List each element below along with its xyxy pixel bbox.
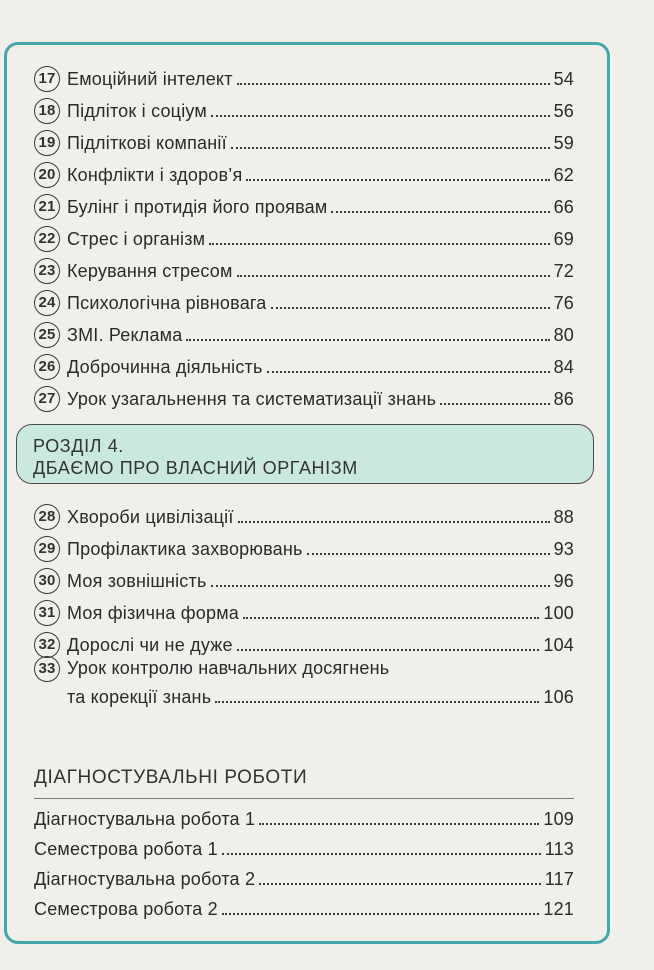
lesson-number-badge: 24 [34,290,60,316]
page-number: 121 [543,899,574,919]
lesson-number-badge: 20 [34,162,60,188]
diagnostic-list [34,800,574,920]
page-number: 66 [553,197,574,217]
toc-item[interactable] [34,624,574,656]
dot-leader [307,552,550,555]
page-number: 86 [553,389,574,409]
section-title: ДБАЄМО ПРО ВЛАСНИЙ ОРГАНІЗМ [33,458,358,478]
diagnostic-item[interactable] [34,830,574,860]
toc-item[interactable] [34,528,574,560]
section-header-box [16,424,594,484]
dot-leader [209,242,549,245]
dot-leader [259,882,541,885]
lesson-title: ЗМІ. Реклама [67,325,183,345]
lesson-title: Хвороби цивілізації [67,507,234,527]
toc-item[interactable] [34,282,574,314]
lesson-title: Доброчинна діяльність [67,357,263,377]
page-number: 104 [543,635,574,655]
lesson-number-badge: 17 [34,66,60,92]
page-number: 84 [553,357,574,377]
dot-leader [215,700,539,703]
lesson-number-badge: 32 [34,632,60,658]
diagnostic-item[interactable] [34,800,574,830]
diagnostic-item[interactable] [34,860,574,890]
page-number: 76 [553,293,574,313]
dot-leader [211,584,550,587]
dot-leader [237,648,540,651]
dot-leader [238,520,550,523]
work-title: Семестрова робота 1 [34,839,218,859]
page-number: 59 [553,133,574,153]
page-number: 100 [543,603,574,623]
dot-leader [331,210,549,213]
page-number: 62 [553,165,574,185]
lesson-title: Булінг і протидія його проявам [67,197,328,217]
lesson-number-badge: 27 [34,386,60,412]
dot-leader [222,912,540,915]
section-label: РОЗДІЛ 4. [33,436,124,456]
lesson-number-badge: 21 [34,194,60,220]
dot-leader [246,178,549,181]
lesson-number-badge: 25 [34,322,60,348]
lesson-title: Психологічна рівновага [67,293,267,313]
page-number: 106 [543,687,574,707]
dot-leader [211,114,550,117]
toc-item[interactable] [34,186,574,218]
lesson-title: Моя фізична форма [67,603,240,623]
toc-item[interactable] [34,90,574,122]
lesson-title: Конфлікти і здоров’я [67,165,243,185]
divider [34,798,574,799]
lesson-number-badge: 29 [34,536,60,562]
toc-item[interactable] [34,592,574,624]
lesson-number-badge: 30 [34,568,60,594]
lesson-number-badge: 22 [34,226,60,252]
toc-item[interactable] [34,122,574,154]
page-number: 69 [553,229,574,249]
work-title: Діагностувальна робота 2 [34,869,256,889]
dot-leader [186,338,549,341]
page-number: 117 [544,869,574,889]
toc-block-1 [34,58,574,410]
toc-item[interactable] [34,656,574,710]
page-number: 88 [553,507,574,527]
lesson-number-badge: 19 [34,130,60,156]
page-number: 93 [553,539,574,559]
page-number: 72 [553,261,574,281]
dot-leader [222,852,541,855]
lesson-number-badge: 26 [34,354,60,380]
lesson-number-badge: 28 [34,504,60,530]
toc-item[interactable] [34,154,574,186]
dot-leader [237,82,550,85]
page-number: 96 [553,571,574,591]
lesson-title: Стрес і організм [67,229,206,249]
dot-leader [259,822,539,825]
page-number: 56 [553,101,574,121]
lesson-title: Емоційний інтелект [67,69,233,89]
toc-item[interactable] [34,218,574,250]
lesson-title: Керування стресом [67,261,233,281]
dot-leader [440,402,549,405]
lesson-title: Підліткові компанії [67,133,227,153]
page-number: 109 [543,809,574,829]
work-title: Діагностувальна робота 1 [34,809,256,829]
lesson-number-badge: 33 [34,656,60,682]
toc-item[interactable] [34,250,574,282]
lesson-number-badge: 31 [34,600,60,626]
toc-item[interactable] [34,378,574,410]
lesson-title: Урок контролю навчальних досягнень [67,658,390,678]
lesson-number-badge: 18 [34,98,60,124]
toc-item[interactable] [34,346,574,378]
diagnostic-heading: ДІАГНОСТУВАЛЬНІ РОБОТИ [34,767,308,788]
dot-leader [243,616,539,619]
lesson-number-badge: 23 [34,258,60,284]
dot-leader [271,306,550,309]
dot-leader [231,146,550,149]
toc-item[interactable] [34,496,574,528]
lesson-title: Профілактика захворювань [67,539,303,559]
lesson-title: Моя зовнішність [67,571,207,591]
lesson-title: Урок узагальнення та систематизації знань [67,389,437,409]
work-title: Семестрова робота 2 [34,899,218,919]
lesson-title: Підліток і соціум [67,101,207,121]
toc-item[interactable] [34,314,574,346]
toc-block-2 [34,496,574,710]
page-number: 80 [553,325,574,345]
toc-item[interactable] [34,560,574,592]
diagnostic-item[interactable] [34,890,574,920]
page-number: 54 [553,69,574,89]
lesson-title: Дорослі чи не дуже [67,635,233,655]
page-number: 113 [544,839,574,859]
lesson-title-continued: та корекції знань [67,687,212,707]
dot-leader [237,274,550,277]
dot-leader [267,370,550,373]
toc-item[interactable] [34,58,574,90]
